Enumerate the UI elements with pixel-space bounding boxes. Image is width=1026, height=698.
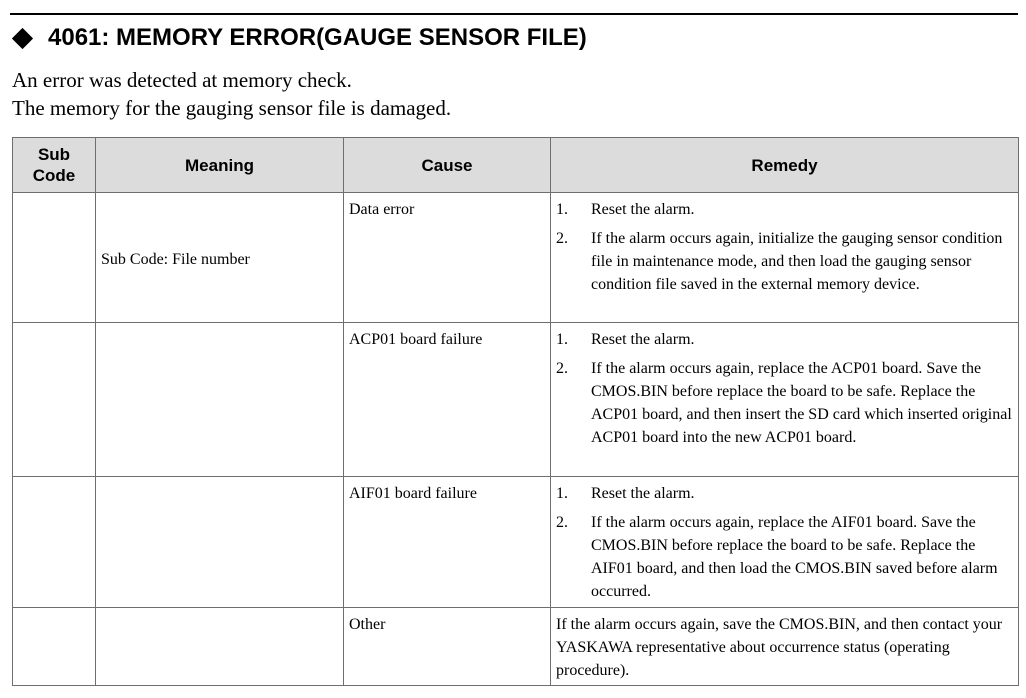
remedy-step — [556, 357, 1013, 449]
step-number: 2. — [556, 360, 568, 377]
top-rule — [10, 13, 1018, 15]
cause-cell: ACP01 board failure — [344, 323, 551, 477]
remedy-cell — [551, 193, 1019, 323]
intro-line: An error was detected at memory check. — [12, 68, 352, 92]
table-row — [13, 193, 1019, 323]
table-header-row — [13, 138, 1019, 193]
step-text: If the alarm occurs again, replace the AIF01 board. Save the CMOS.BIN before replace the board to be safe. Replace the AIF01 board, and then load the CMOS.BIN saved before alarm occurred. — [591, 514, 998, 600]
step-text: If the alarm occurs again, replace the ACP01 board. Save the CMOS.BIN before replace the board to be safe. Replace the ACP01 board, and then insert the SD card which inserted original ACP01 board into the new ACP01 board. — [591, 360, 1012, 446]
sub-code-cell — [13, 323, 96, 477]
header-cause: Cause — [344, 138, 551, 193]
step-text: Reset the alarm. — [591, 485, 695, 502]
remedy-step — [556, 482, 1013, 505]
remedy-cell: If the alarm occurs again, save the CMOS.BIN, and then contact your YASKAWA representative about occurrence status (operating procedure). — [551, 608, 1019, 686]
diamond-bullet-icon — [12, 27, 33, 48]
intro-text — [12, 66, 451, 122]
header-sub-code: Sub Code — [13, 138, 96, 193]
remedy-step — [556, 511, 1013, 603]
section-heading — [10, 20, 587, 56]
step-text: Reset the alarm. — [591, 331, 695, 348]
meaning-cell: Sub Code: File number — [96, 193, 344, 323]
remedy-step — [556, 198, 1013, 221]
cause-cell: Data error — [344, 193, 551, 323]
table-row — [13, 477, 1019, 608]
header-remedy: Remedy — [551, 138, 1019, 193]
step-text: If the alarm occurs again, initialize the gauging sensor condition file in maintenance mode, and then load the gauging sensor condition file saved in the external memory device. — [591, 230, 1003, 293]
sub-code-cell — [13, 608, 96, 686]
sub-code-cell — [13, 477, 96, 608]
remedy-step — [556, 328, 1013, 351]
table-row — [13, 323, 1019, 477]
step-number: 2. — [556, 514, 568, 531]
intro-line: The memory for the gauging sensor file is damaged. — [12, 96, 452, 120]
step-number: 1. — [556, 485, 568, 502]
remedy-step — [556, 227, 1013, 296]
alarm-table — [12, 137, 1019, 686]
table-row — [13, 608, 1019, 686]
step-number: 1. — [556, 331, 568, 348]
meaning-cell — [96, 608, 344, 686]
cause-cell: AIF01 board failure — [344, 477, 551, 608]
cause-cell: Other — [344, 608, 551, 686]
heading-text: 4061: MEMORY ERROR(GAUGE SENSOR FILE) — [48, 24, 587, 51]
remedy-cell — [551, 323, 1019, 477]
header-meaning: Meaning — [96, 138, 344, 193]
remedy-cell — [551, 477, 1019, 608]
sub-code-cell — [13, 193, 96, 323]
meaning-cell — [96, 323, 344, 477]
meaning-cell — [96, 477, 344, 608]
step-number: 2. — [556, 230, 568, 247]
step-number: 1. — [556, 201, 568, 218]
step-text: Reset the alarm. — [591, 201, 695, 218]
